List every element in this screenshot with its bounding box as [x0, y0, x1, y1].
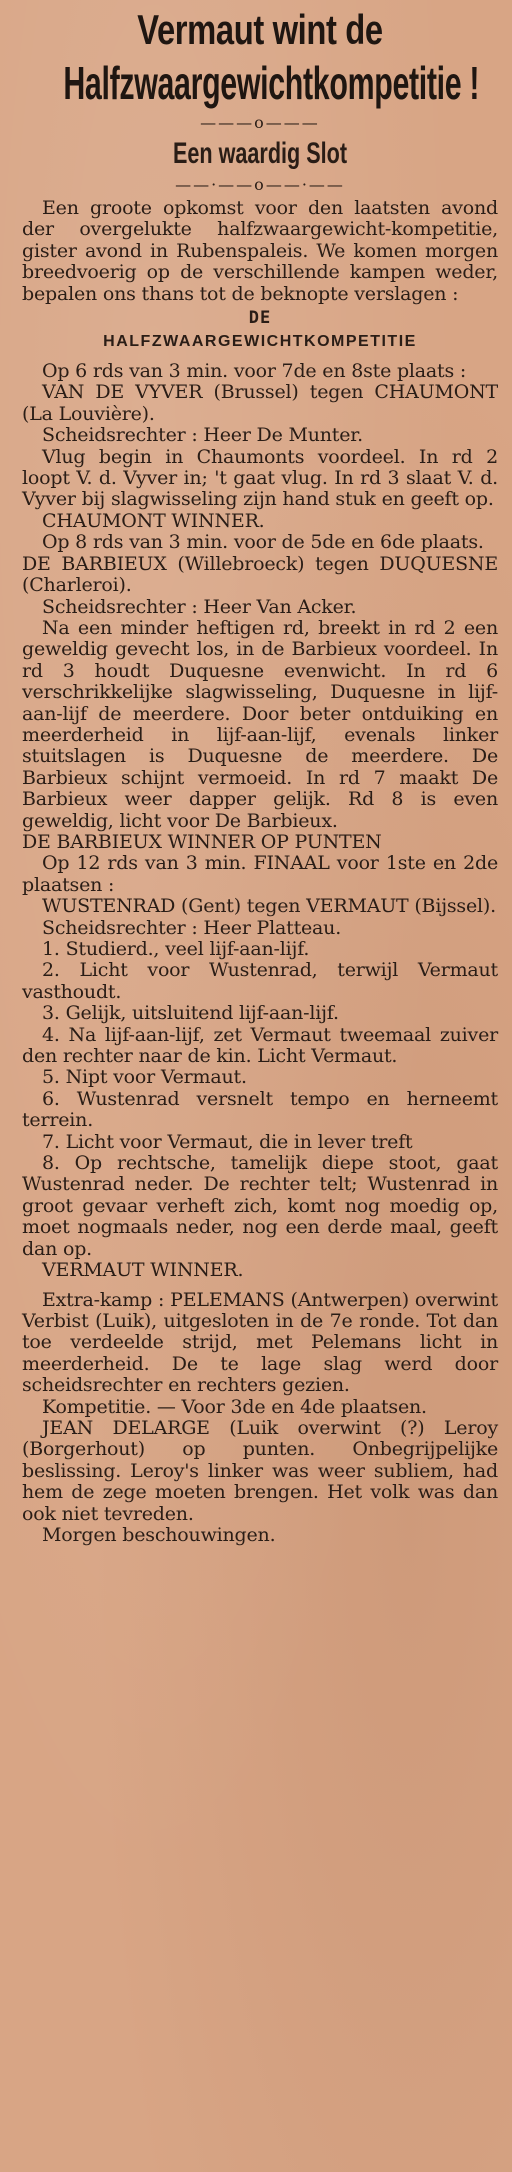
- round-report: 4. Na lijf-aan-lijf, zet Vermaut tweemaal zuiver den rechter naar de kin. Licht Vermaut.: [22, 1023, 498, 1068]
- bout-report: Vlug begin in Chaumonts voordeel. In rd 2 loopt V. d. Vyver in; 't gaat vlug. In rd 3 slaat V. d. Vyver bij slagwisseling zijn hand stuk en geeft op.: [22, 445, 498, 511]
- bout-report: JEAN DELARGE (Luik overwint (?) Leroy (Borgerhout) op punten. Onbegrijpelijke beslissing. Leroy's linker was weer subliem, had hem de zege moeten brengen. Het volk was dan ook niet tevreden.: [22, 1416, 498, 1525]
- headline-line-1: Vermaut wint de: [137, 6, 383, 53]
- round-report: 1. Studierd., veel lijf-aan-lijf.: [42, 938, 310, 960]
- referee: Scheidsrechter : Heer Platteau.: [42, 916, 342, 939]
- bout-result: CHAUMONT WINNER.: [42, 509, 265, 532]
- section-heading: HALFZWAARGEWICHTKOMPETITIE: [103, 333, 417, 351]
- intro-paragraph: Een groote opkomst voor den laatsten avond der overgelukte halfzwaargewicht-kompetitie, gister avond in Rubenspaleis. We komen morgen breedvoerig op de verschillende kampen weder, bepalen ons thans tot de beknopte verslagen :: [22, 197, 498, 305]
- extra-bout-report: Extra-kamp : PELEMANS (Antwerpen) overwint Verbist (Luik), uitgesloten in de 7e ronde. Tot dan toe verdeelde strijd, met Pelemans licht in meerderheid. De te lage slag werd door scheidsrechter en rechters gezien.: [22, 1288, 498, 1397]
- bout-result: VERMAUT WINNER.: [42, 1259, 244, 1282]
- ornament-divider: ———o———: [200, 113, 320, 132]
- referee: Scheidsrechter : Heer De Munter.: [42, 424, 363, 447]
- bout-intro: Op 8 rds van 3 min. voor de 5de en 6de plaats.: [42, 531, 484, 554]
- round-report: 8. Op rechtsche, tamelijk diepe stoot, gaat Wustenrad neder. De rechter telt; Wustenrad in groot gevaar verheft zich, komt nog moedig op, moet nogmaals neder, nog een derde maal, geeft dan op.: [22, 1152, 498, 1260]
- ornament-divider-2: ——·——o——·——: [175, 175, 345, 194]
- bout-report: Na een minder heftigen rd, breekt in rd 2 een geweldig gevecht los, in de Barbieux voordeel. In rd 3 houdt Duquesne evenwicht. In rd 6 verschrikkelijke slagwisseling, Duquesne in lijf-aan-lijf de meerdere. Door beter ontduiking en meerderheid in lijf-aan-lijf, evenals linker stuitslagen is Duquesne de meerdere. De Barbieux schijnt vermoeid. In rd 7 maakt De Barbieux weer dapper gelijk. Rd 8 is even geweldig, licht voor De Barbieux.: [22, 616, 498, 832]
- round-report: 2. Licht voor Wustenrad, terwijl Vermaut vasthoudt.: [22, 959, 498, 1003]
- round-report: 6. Wustenrad versnelt tempo en herneemt terrein.: [22, 1087, 498, 1132]
- section-heading-de: DE: [248, 308, 272, 329]
- bout-intro: Op 12 rds van 3 min. FINAAL voor 1ste en 2de plaatsen :: [22, 852, 498, 896]
- bout-fighters: WUSTENRAD (Gent) tegen VERMAUT (Bijssel).: [42, 895, 496, 918]
- subheadline: Een waardig Slot: [172, 137, 348, 170]
- article-body: [22, 198, 498, 1546]
- closing-note: Morgen beschouwingen.: [42, 1523, 276, 1546]
- bout-intro: Op 6 rds van 3 min. voor 7de en 8ste plaats :: [42, 360, 467, 383]
- round-report: 5. Nipt voor Vermaut.: [42, 1066, 247, 1089]
- round-report: 3. Gelijk, uitsluitend lijf-aan-lijf.: [42, 1002, 339, 1025]
- headline-line-2: Halfzwaargewichtkompetitie !: [63, 57, 480, 109]
- bout-fighters: DE BARBIEUX (Willebroeck) tegen DUQUESNE (Charleroi).: [22, 552, 498, 597]
- referee: Scheidsrechter : Heer Van Acker.: [42, 595, 357, 618]
- round-report: 7. Licht voor Vermaut, die in lever treft: [42, 1130, 413, 1153]
- bout-result: DE BARBIEUX WINNER OP PUNTEN: [22, 830, 382, 853]
- bout-fighters: VAN DE VYVER (Brussel) tegen CHAUMONT (La Louvière).: [22, 381, 498, 425]
- competition-note: Kompetitie. — Voor 3de en 4de plaatsen.: [42, 1395, 427, 1418]
